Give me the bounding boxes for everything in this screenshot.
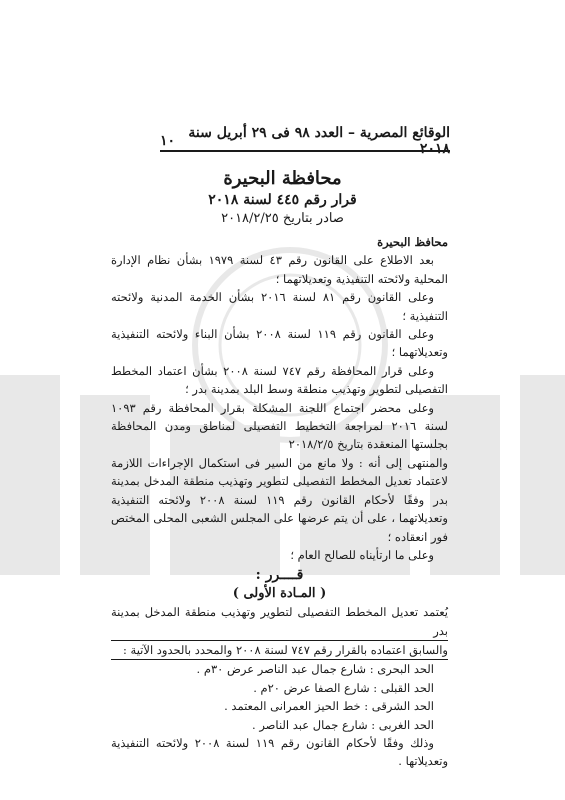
boundary-item: الحد الشرقى : خط الحيز العمرانى المعتمد . bbox=[224, 699, 434, 714]
decision-heading: قــــرر : bbox=[255, 567, 304, 584]
preamble-paragraph: والمنتهى إلى أنه : ولا مانع من السير فى استكمال الإجراءات اللازمة لاعتماد تعديل المخطط التفصيلى لتطوير وتهذيب منطقة المدخل بمدينة بدر وفقًا لأحكام القانون رقم ١١٩ لسنة ٢٠٠٨ ولائحته التنفيذية وتعديلاتهما ، على أن يتم عرضها على المجلس الشعبى المحلى المختص فور انعقاده ؛ bbox=[111, 455, 448, 544]
header-divider bbox=[160, 150, 450, 152]
boundary-item: الحد البحرى : شارع جمال عبد الناصر عرض ٣٠م . bbox=[196, 662, 434, 677]
preamble-paragraph: وعلى ما ارتأيناه للصالح العام ؛ bbox=[290, 547, 434, 562]
closing-text: وذلك وفقًا لأحكام القانون رقم ١١٩ لسنة ٢٠٠٨ ولائحته التنفيذية وتعديلاتها . bbox=[111, 735, 448, 769]
boundary-item: الحد القبلى : شارع الصفا عرض ٢٠م . bbox=[253, 680, 434, 695]
preamble-paragraph: بعد الاطلاع على القانون رقم ٤٣ لسنة ١٩٧٩ بشأن نظام الإدارة المحلية ولائحته التنفيذية وتعديلاتهما ؛ bbox=[111, 253, 448, 286]
boundary-item: الحد الغربى : شارع جمال عبد الناصر . bbox=[252, 717, 434, 732]
issue-date: صادر بتاريخ ٢٠١٨/٢/٢٥ bbox=[221, 211, 344, 226]
preamble-paragraph: وعلى قرار المحافظة رقم ٧٤٧ لسنة ٢٠٠٨ بشأن اعتماد المخطط التفصيلى لتطوير وتهذيب منطقة وسط البلد بمدينة بدر ؛ bbox=[111, 363, 448, 397]
preamble-heading: محافظ البحيرة bbox=[377, 235, 448, 249]
publication-info: الوقائع المصرية – العدد ٩٨ فى ٢٩ أبريل سنة ٢٠١٨ bbox=[188, 125, 450, 157]
preamble-paragraph: وعلى محضر اجتماع اللجنة المشكلة بقرار المحافظة رقم ١٠٩٣ لسنة ٢٠١٦ لمراجعة التخطيط التفصيلى لمناطق ومدن المحافظة بجلستها المنعقدة بتاريخ ٢٠١٨/٢/٥ bbox=[111, 400, 449, 452]
article-text: والسابق اعتماده بالقرار رقم ٧٤٧ لسنة ٢٠٠٨ والمحدد بالحدود الآتية : bbox=[111, 641, 448, 660]
page-header bbox=[160, 125, 450, 157]
governorate-title: محافظة البحيرة bbox=[223, 168, 342, 189]
preamble-paragraph: وعلى القانون رقم ١١٩ لسنة ٢٠٠٨ بشأن البناء ولائحته التنفيذية وتعديلاتهما ؛ bbox=[111, 327, 448, 360]
decree-body bbox=[111, 233, 448, 771]
article-text: يُعتمد تعديل المخطط التفصيلى لتطوير وتهذيب منطقة المدخل بمدينة بدر bbox=[111, 603, 448, 641]
page-number: ١٠ bbox=[160, 133, 176, 149]
article-heading: ( المـادة الأولى ) bbox=[232, 585, 327, 601]
preamble-paragraph: وعلى القانون رقم ٨١ لسنة ٢٠١٦ بشأن الخدمة المدنية ولائحته التنفيذية ؛ bbox=[111, 290, 448, 323]
decree-title: قرار رقم ٤٤٥ لسنة ٢٠١٨ bbox=[208, 192, 357, 208]
